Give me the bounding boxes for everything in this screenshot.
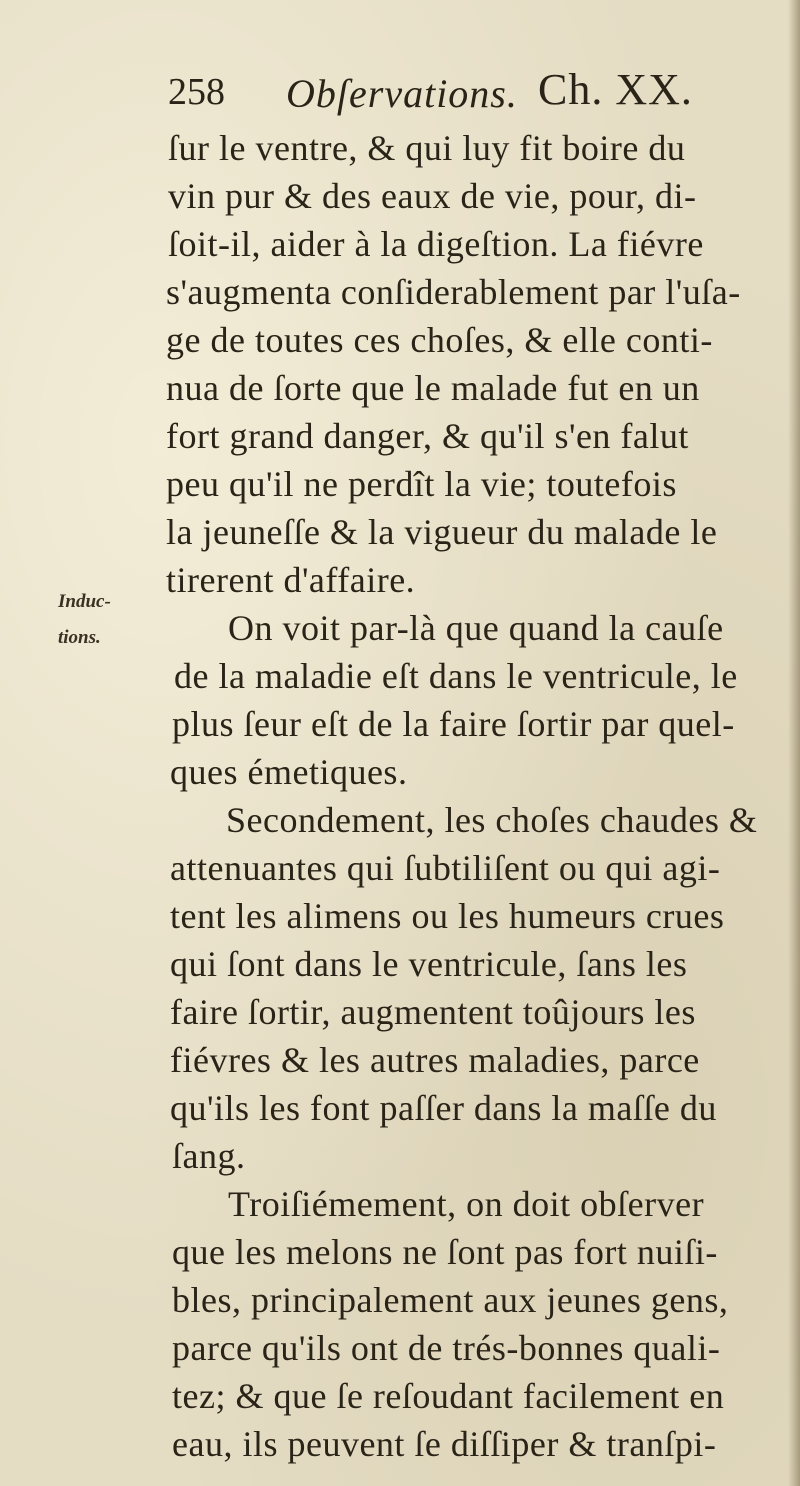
- text-line: tez; & que ſe reſoudant facilement en: [172, 1376, 725, 1416]
- text-line: peu qu'il ne perdît la vie; toutefois: [166, 464, 677, 504]
- text-line: Troiſiémement, on doit obſerver: [228, 1184, 705, 1224]
- text-line: plus ſeur eſt de la faire ſortir par quel-: [172, 704, 735, 744]
- margin-note: [58, 584, 158, 656]
- text-line: la jeuneſſe & la vigueur du malade le: [166, 512, 718, 552]
- text-line: fort grand danger, & qu'il s'en falut: [166, 416, 689, 456]
- margin-note-line: Induc-: [58, 591, 111, 612]
- text-line: Secondement, les choſes chaudes &: [226, 800, 758, 840]
- text-line: ge de toutes ces choſes, & elle conti-: [166, 320, 713, 360]
- text-line: faire ſortir, augmentent toûjours les: [170, 992, 696, 1032]
- text-line: qui ſont dans le ventricule, ſans les: [170, 944, 688, 984]
- text-line: tirerent d'affaire.: [166, 560, 416, 600]
- text-line: eau, ils peuvent ſe diſſiper & tranſpi-: [172, 1424, 717, 1464]
- chapter-label: Ch. XX.: [538, 65, 693, 114]
- text-line: vin pur & des eaux de vie, pour, di-: [168, 176, 697, 216]
- page-edge-shadow: [788, 0, 800, 1486]
- text-line: ſang.: [172, 1136, 246, 1176]
- text-line: qu'ils les font paſſer dans la maſſe du: [170, 1088, 717, 1128]
- text-line: bles, principalement aux jeunes gens,: [172, 1280, 729, 1320]
- margin-note-line: tions.: [58, 627, 101, 648]
- text-line: tent les alimens ou les humeurs crues: [170, 896, 725, 936]
- text-line: nua de ſorte que le malade fut en un: [166, 368, 700, 408]
- text-line: s'augmenta conſiderablement par l'uſa-: [166, 272, 741, 312]
- page-number: 258: [168, 71, 225, 113]
- text-line: ques émetiques.: [170, 752, 408, 792]
- text-line: ſoit-il, aider à la digeſtion. La fiévre: [168, 224, 704, 264]
- running-title: Obſervations.: [286, 71, 518, 116]
- text-line: que les melons ne ſont pas fort nuiſi-: [172, 1232, 718, 1272]
- text-line: ſur le ventre, & qui luy fit boire du: [168, 128, 686, 168]
- text-line: attenuantes qui ſubtiliſent ou qui agi-: [170, 848, 721, 888]
- text-line: de la maladie eſt dans le ventricule, le: [174, 656, 738, 696]
- text-line: On voit par-là que quand la cauſe: [228, 608, 724, 648]
- text-line: parce qu'ils ont de trés-bonnes quali-: [172, 1328, 721, 1368]
- text-line: fiévres & les autres maladies, parce: [170, 1040, 700, 1080]
- running-header: [168, 64, 708, 124]
